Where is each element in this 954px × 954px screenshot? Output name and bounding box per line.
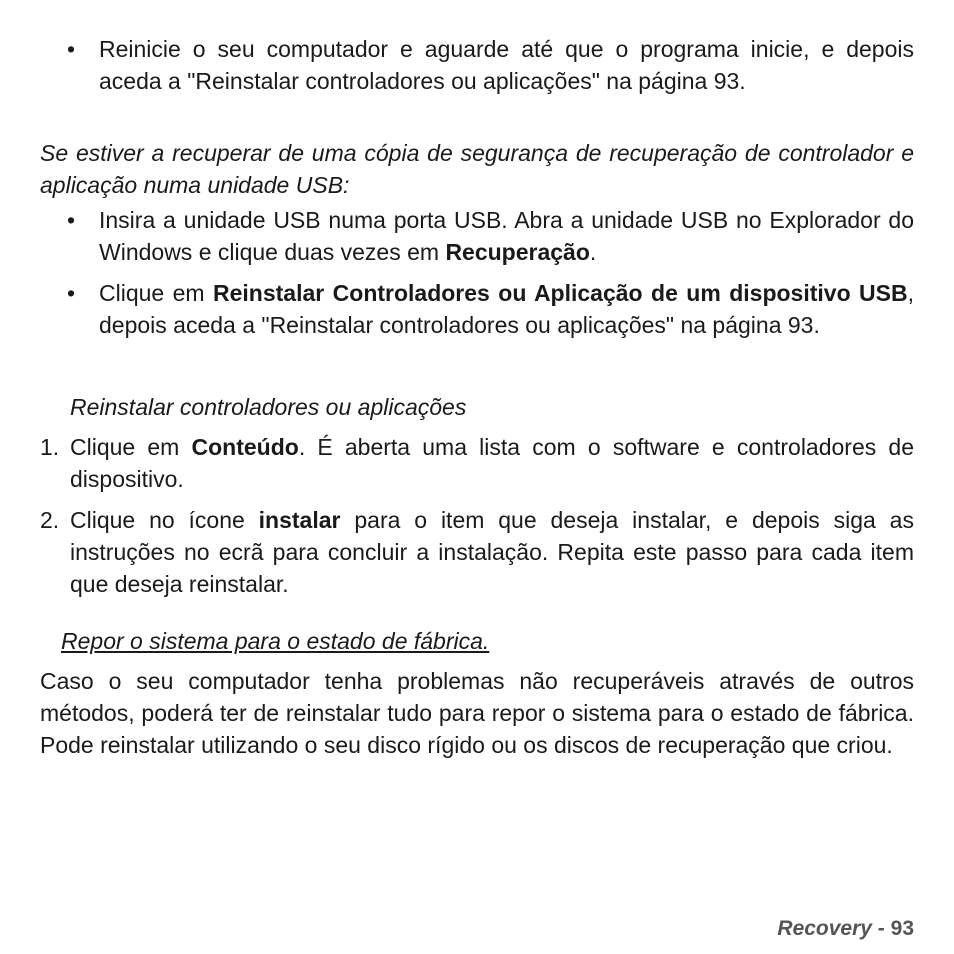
bullet-item-insert-usb (40, 204, 914, 268)
bullet-mark: • (67, 207, 76, 233)
usb-recovery-heading: Se estiver a recuperar de uma cópia de segurança de recuperação de controlador e aplicação numa unidade USB: (40, 140, 914, 198)
step-text-after: . É aberta uma lista com o software e controladores de dispositivo. (70, 434, 915, 492)
step-number: 1. (40, 434, 60, 460)
bullet-text (99, 204, 914, 268)
bullet-mark: • (67, 280, 76, 306)
bullet-text-before: Insira a unidade USB numa porta USB. Abra a unidade USB no Explorador do Windows e clique duas vezes em (99, 207, 914, 265)
recovery-term: Recuperação (445, 239, 590, 265)
bullet-item-restart (40, 33, 914, 97)
bullet-mark: • (67, 36, 76, 62)
footer-label: Recovery - (777, 917, 891, 940)
step-text-before: Clique no ícone (70, 507, 259, 533)
step-number: 2. (40, 507, 60, 533)
reinstall-usb-term: Reinstalar Controladores ou Aplicação de um dispositivo USB (213, 280, 908, 306)
step-text-before: Clique em (70, 434, 192, 460)
step-text (70, 504, 914, 600)
bullet-item-reinstall-usb (40, 277, 914, 341)
step-text-after: para o item que deseja instalar, e depois siga as instruções no ecrã para concluir a instalação. Repita este passo para cada item que deseja reinstalar. (70, 507, 914, 597)
content-term: Conteúdo (191, 434, 299, 460)
reinstall-section-heading: Reinstalar controladores ou aplicações (70, 394, 467, 420)
step-text (70, 431, 914, 495)
install-term: instalar (258, 507, 341, 533)
bullet-text: Reinicie o seu computador e aguarde até que o programa inicie, e depois aceda a "Reinstalar controladores ou aplicações" na página 93. (99, 36, 914, 94)
step-item-content (40, 431, 914, 495)
bullet-text (99, 277, 914, 341)
bullet-text-before: Clique em (99, 280, 214, 306)
factory-reset-heading: Repor o sistema para o estado de fábrica. (61, 628, 490, 654)
page-number: 93 (890, 917, 914, 940)
bullet-text-after: , depois aceda a "Reinstalar controladores ou aplicações" na página 93. (99, 280, 914, 338)
factory-reset-paragraph: Caso o seu computador tenha problemas não recuperáveis através de outros métodos, poderá ter de reinstalar tudo para repor o sistema para o estado de fábrica. Pode reinstalar utilizando o seu disco rígido ou os discos de recuperação que criou. (40, 668, 914, 758)
step-item-install (40, 504, 914, 600)
bullet-text-after: . (589, 239, 597, 265)
page-footer (777, 914, 914, 944)
